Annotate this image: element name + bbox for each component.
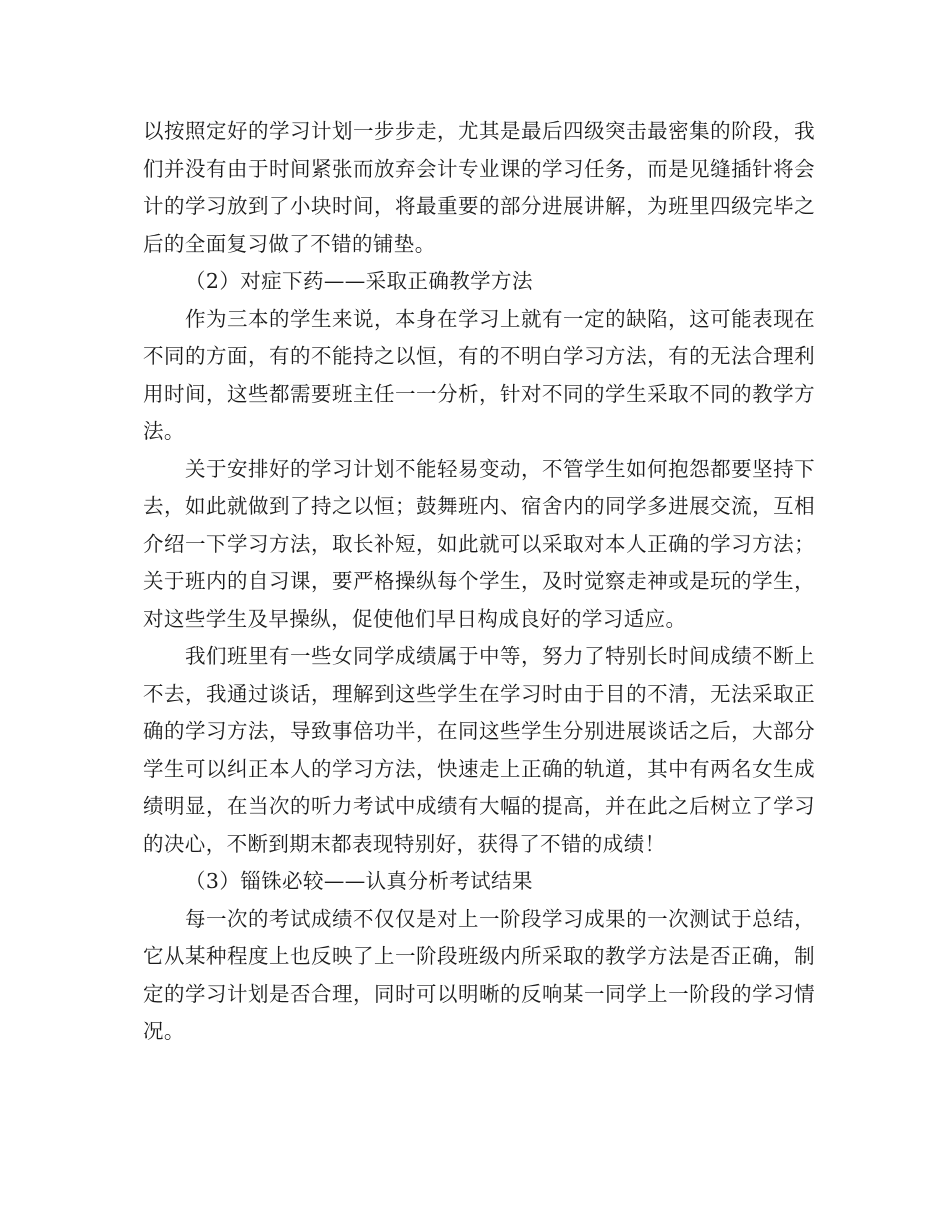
paragraph: 我们班里有一些女同学成绩属于中等，努力了特别长时间成绩不断上不去，我通过谈话，理解到这些学生在学习时由于目的不清，无法采取正确的学习方法，导致事倍功半，在同这些学生分别进展谈话之后，大部分学生可以纠正本人的学习方法，快速走上正确的轨道，其中有两名女生成绩明显，在当次的听力考试中成绩有大幅的提高，并在此之后树立了学习的决心，不断到期末都表现特别好，获得了不错的成绩！ bbox=[143, 644, 815, 856]
paragraph-continued: 以按照定好的学习计划一步步走，尤其是最后四级突击最密集的阶段，我们并没有由于时间紧张而放弃会计专业课的学习任务，而是见缝插针将会计的学习放到了小块时间，将最重要的部分进展讲解，为班里四级完毕之后的全面复习做了不错的铺垫。 bbox=[143, 119, 815, 256]
paragraph: 每一次的考试成绩不仅仅是对上一阶段学习成果的一次测试于总结，它从某种程度上也反映了上一阶段班级内所采取的教学方法是否正确，制定的学习计划是否合理，同时可以明晰的反响某一同学上一阶段的学习情况。 bbox=[143, 906, 815, 1043]
document-body bbox=[143, 113, 815, 1051]
paragraph: 作为三本的学生来说，本身在学习上就有一定的缺陷，这可能表现在不同的方面，有的不能持之以恒，有的不明白学习方法，有的无法合理利用时间，这些都需要班主任一一分析，针对不同的学生采取不同的教学方法。 bbox=[143, 306, 815, 443]
section-heading-3: （3）锱铢必较——认真分析考试结果 bbox=[185, 869, 533, 893]
section-heading-2: （2）对症下药——采取正确教学方法 bbox=[185, 269, 533, 293]
paragraph: 关于安排好的学习计划不能轻易变动，不管学生如何抱怨都要坚持下去，如此就做到了持之以恒；鼓舞班内、宿舍内的同学多进展交流，互相介绍一下学习方法，取长补短，如此就可以采取对本人正确的学习方法；关于班内的自习课，要严格操纵每个学生，及时觉察走神或是玩的学生，对这些学生及早操纵，促使他们早日构成良好的学习适应。 bbox=[143, 456, 815, 631]
